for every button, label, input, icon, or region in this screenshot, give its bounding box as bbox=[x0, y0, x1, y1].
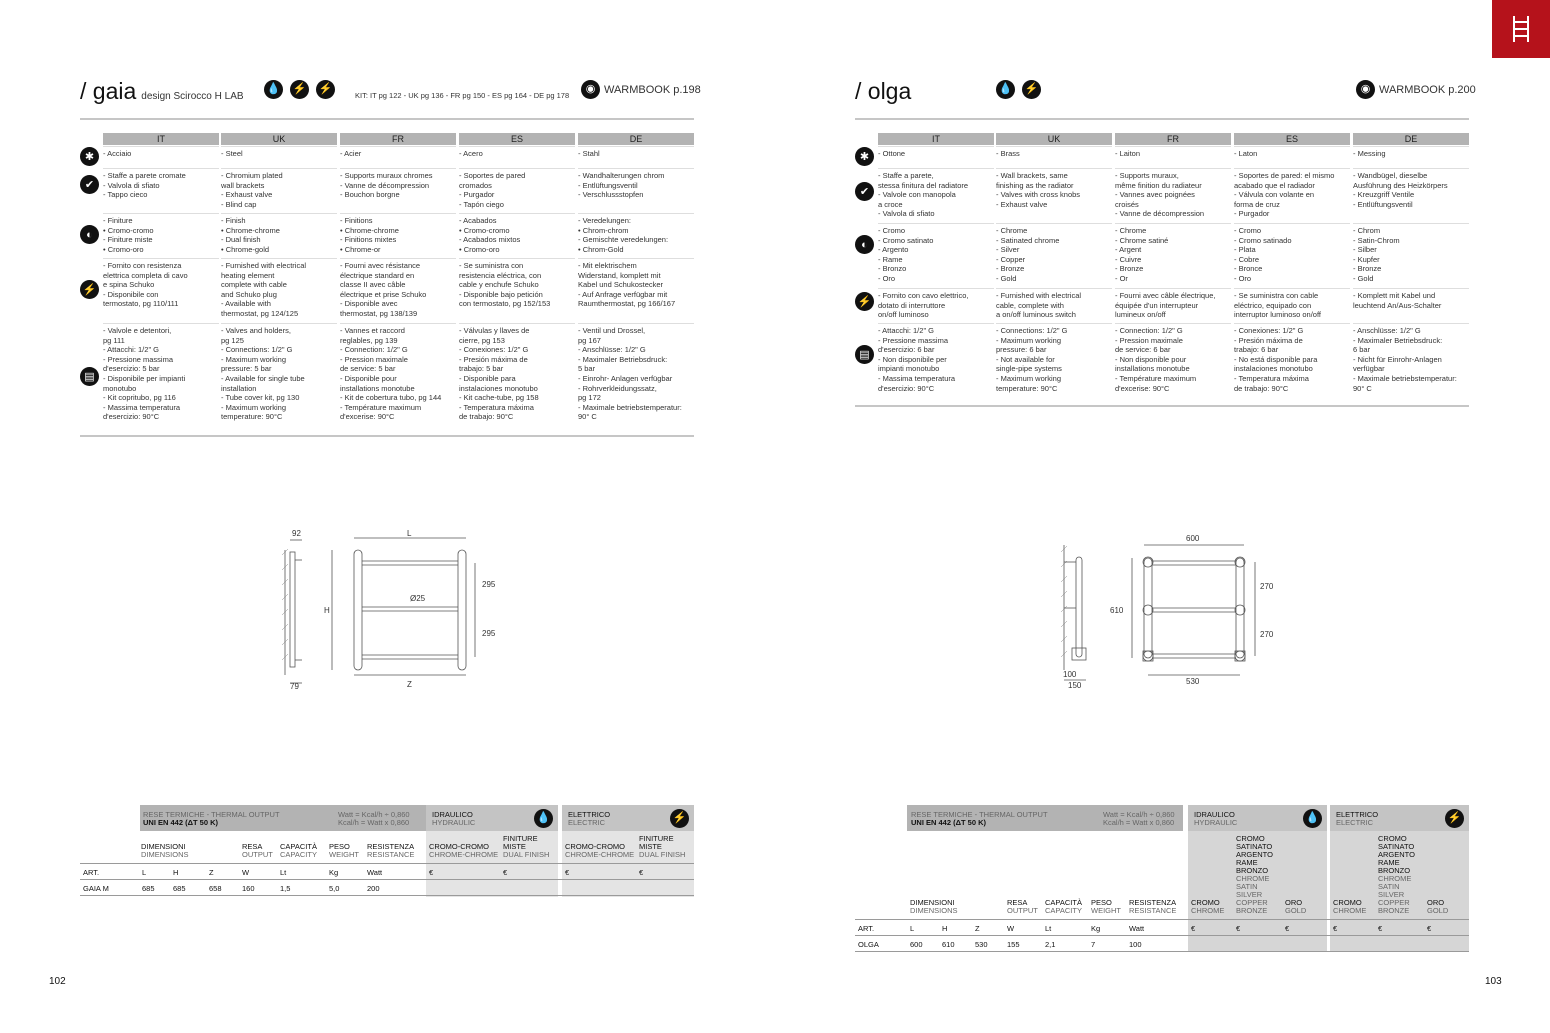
spec-cell: - Komplett mit Kabel und leuchtend An/Aus-Schalter bbox=[1353, 288, 1469, 310]
warmbook-link[interactable] bbox=[1356, 80, 1476, 99]
spec-cell: - Ottone bbox=[878, 146, 994, 159]
euro-label: € bbox=[1333, 924, 1338, 933]
unit-label: H bbox=[173, 868, 179, 877]
thermal-output-table bbox=[80, 805, 694, 900]
col-fm: FINITURE MISTE bbox=[503, 834, 538, 851]
spec-cell: - Fornito con cavo elettrico, dotato di interruttore on/off luminoso bbox=[878, 288, 994, 320]
spec-cell: - Veredelungen: • Chrom-chrom - Gemischte veredelungen: • Chrom-Gold bbox=[578, 213, 694, 254]
spec-cell: - Stahl bbox=[578, 146, 694, 159]
dim-spacing-1: 295 bbox=[482, 580, 496, 589]
title-text: / gaia bbox=[80, 78, 137, 104]
table-cell: 200 bbox=[367, 884, 380, 893]
water-drop-icon: 💧 bbox=[534, 809, 553, 828]
dim-width-top: 600 bbox=[1186, 534, 1200, 543]
unit-label: Lt bbox=[1045, 924, 1052, 933]
dim-depth-2: 150 bbox=[1068, 681, 1082, 690]
electric-plug-icon: ⚡ bbox=[1445, 809, 1464, 828]
olga-technical-drawing bbox=[1050, 530, 1290, 690]
table-cell: 160 bbox=[242, 884, 255, 893]
spec-cell: - Ventil und Drossel, pg 167 - Anschlüsse: 1/2" G - Maximaler Betriebsdruck: 5 bar - Einrohr- Anlagen verfügbar - Rohrverkleidungssatz, pg 172 - Maximale betriebstemperatur: 90° C bbox=[578, 323, 694, 422]
spec-cell: - Valvole e detentori, pg 111 - Attacchi: 1/2" G - Pressione massima d'esercizio: 5 bar - Disponibile per impianti monotubo - Kit copritubo, pg 116 - Massima temperatura d'esercizio: 90°C bbox=[103, 323, 219, 422]
spec-cell: - Chromium plated wall brackets - Exhaust valve - Blind cap bbox=[221, 168, 337, 209]
lang-header: DE bbox=[578, 133, 694, 145]
col-oro-el: ORO bbox=[1427, 898, 1445, 907]
feature-icons bbox=[996, 80, 1041, 99]
included-icon: ✔ bbox=[80, 175, 99, 194]
table-cell: 1,5 bbox=[280, 884, 291, 893]
col-resistenza: RESISTENZA bbox=[367, 842, 415, 851]
spec-cell: - Staffe a parete cromate - Valvola di sfiato - Tappo cieco bbox=[103, 168, 219, 200]
spec-cell: - Brass bbox=[996, 146, 1112, 159]
spec-cell: - Fourni avec câble électrique, équipée d'un interrupteur lumineux on/off bbox=[1115, 288, 1231, 320]
spec-cell: - Acciaio bbox=[103, 146, 219, 159]
col-peso: PESO bbox=[329, 842, 350, 851]
unit-label: L bbox=[910, 924, 915, 933]
col-cc-el: CROMO-CROMO bbox=[565, 842, 625, 851]
electric-label-en: ELECTRIC bbox=[1336, 818, 1374, 827]
dim-length: L bbox=[407, 529, 412, 538]
col-cc-en: CHROME-CHROME bbox=[429, 850, 499, 859]
warmbook-label: WARMBOOK p.200 bbox=[1379, 83, 1476, 96]
col-resistance: RESISTANCE bbox=[367, 850, 415, 859]
spec-cell: - Conexiones: 1/2" G - Presión máxima de trabajo: 6 bar - No está disponible para instalaciones monotubo - Temperatura máxima de trabajo: 90°C bbox=[1234, 323, 1350, 393]
electric-plug-icon: ⚡ bbox=[290, 80, 309, 99]
col-weight: WEIGHT bbox=[1091, 906, 1121, 915]
col-peso: PESO bbox=[1091, 898, 1112, 907]
spec-cell: - Cromo - Cromo satinado - Plata - Cobre - Bronce - Oro bbox=[1234, 223, 1350, 284]
col-dimensioni: DIMENSIONI bbox=[141, 842, 186, 851]
euro-label: € bbox=[503, 868, 508, 877]
spec-cell: - Válvulas y llaves de cierre, pg 153 - Conexiones: 1/2" G - Presión máxima de trabajo: 5 bar - Disponible para instalaciones monotubo - Kit cache-tube, pg 158 - Temperatura máxima de trabajo: 90°C bbox=[459, 323, 575, 422]
col-fm-en-el: DUAL FINISH bbox=[639, 850, 686, 859]
col-dimensions: DIMENSIONS bbox=[141, 850, 189, 859]
euro-label: € bbox=[639, 868, 644, 877]
unit-label: Watt bbox=[367, 868, 383, 877]
spec-table bbox=[80, 133, 694, 433]
table-cell: 7 bbox=[1091, 940, 1096, 949]
spec-cell: - Mit elektrischem Widerstand, komplett mit Kabel und Schukostecker - Auf Anfrage verfügbar mit Raumthermostat, pg 166/167 bbox=[578, 258, 694, 309]
dim-spacing-1: 270 bbox=[1260, 582, 1274, 591]
table-cell: OLGA bbox=[858, 940, 879, 949]
table-standard: UNI EN 442 (ΔT 50 K) bbox=[143, 818, 218, 827]
euro-label: € bbox=[1378, 924, 1383, 933]
camera-icon: ◉ bbox=[1356, 80, 1375, 99]
spec-cell: - Soportes de pared cromados - Purgador - Tapón ciego bbox=[459, 168, 575, 209]
col-dimensions: DIMENSIONS bbox=[910, 906, 958, 915]
col-cromo: CROMO bbox=[1191, 898, 1220, 907]
spec-cell: - Cromo - Cromo satinato - Argento - Rame - Bronzo - Oro bbox=[878, 223, 994, 284]
electric-plug-icon: ⚡ bbox=[670, 809, 689, 828]
lang-header: ES bbox=[1234, 133, 1350, 145]
dim-depth-bottom: 79 bbox=[290, 682, 299, 691]
electric-label-en: ELECTRIC bbox=[568, 818, 606, 827]
spec-cell: - Finitions • Chrome-chrome - Finitions mixtes • Chrome-or bbox=[340, 213, 456, 254]
col-capacity: CAPACITY bbox=[280, 850, 317, 859]
product-title bbox=[80, 78, 244, 105]
dim-spacing-2: 295 bbox=[482, 629, 496, 638]
spec-cell: - Finiture • Cromo-cromo - Finiture miste • Cromo-oro bbox=[103, 213, 219, 254]
spec-cell: - Se suministra con cable eléctrico, equipado con interruptor luminoso on/off bbox=[1234, 288, 1350, 320]
spec-cell: - Fornito con resistenza elettrica completa di cavo e spina Schuko - Disponibile con termostato, pg 110/111 bbox=[103, 258, 219, 309]
table-cell: 5,0 bbox=[329, 884, 340, 893]
spec-cell: - Furnished with electrical heating element complete with cable and Schuko plug - Available with thermostat, pg 124/125 bbox=[221, 258, 337, 319]
spec-cell: - Finish • Chrome-chrome - Dual finish • Chrome-gold bbox=[221, 213, 337, 254]
spec-cell: - Supports muraux, même finition du radiateur - Vannes avec poignées croisés - Vanne de décompression bbox=[1115, 168, 1231, 219]
col-capacita: CAPACITÀ bbox=[280, 842, 317, 851]
electric-label: ELETTRICO bbox=[568, 810, 611, 819]
col-multi-it-el: CROMO SATINATO ARGENTO RAME BRONZO bbox=[1378, 834, 1415, 875]
table-title: RESE TERMICHE - THERMAL OUTPUT bbox=[911, 810, 1048, 819]
mixed-plug-icon: ⚡ bbox=[316, 80, 335, 99]
col-dimensioni: DIMENSIONI bbox=[910, 898, 955, 907]
unit-label: L bbox=[142, 868, 147, 877]
spec-cell: - Anschlüsse: 1/2" G - Maximaler Betriebsdruck: 6 bar - Nicht für Einrohr-Anlagen verfügbar - Maximale betriebstemperatur: 90° C bbox=[1353, 323, 1469, 393]
spec-cell: - Valves and holders, pg 125 - Connections: 1/2" G - Maximum working pressure: 5 bar - Available for single tube installation - Tube cover kit, pg 130 - Maximum working temperature: 90°C bbox=[221, 323, 337, 422]
spec-cell: - Steel bbox=[221, 146, 337, 159]
spec-cell: - Vannes et raccord reglables, pg 139 - Connection: 1/2" G - Pression maximale de service: 5 bar - Disponible pour installations monotube - Kit de cobertura tubo, pg 144 - Température maximum d'excerise: 90°C bbox=[340, 323, 456, 422]
hydraulic-label-en: HYDRAULIC bbox=[432, 818, 476, 827]
kit-reference: KIT: IT pg 122 - UK pg 136 - FR pg 150 - ES pg 164 - DE pg 178 bbox=[355, 91, 570, 100]
spec-cell: - Connections: 1/2" G - Maximum working pressure: 6 bar - Not available for single-pipe systems - Maximum working temperature: 90°C bbox=[996, 323, 1112, 393]
euro-label: € bbox=[565, 868, 570, 877]
spec-cell: - Chrome - Chrome satiné - Argent - Cuivre - Bronze - Or bbox=[1115, 223, 1231, 284]
dim-height: 610 bbox=[1110, 606, 1124, 615]
unit-label: ART. bbox=[83, 868, 100, 877]
gaia-technical-drawing bbox=[270, 525, 510, 695]
col-resa: RESA bbox=[1007, 898, 1028, 907]
table-cell: 600 bbox=[910, 940, 923, 949]
col-cc: CROMO-CROMO bbox=[429, 842, 489, 851]
euro-label: € bbox=[1285, 924, 1290, 933]
conversion-1: Watt = Kcal/h ÷ 0,860 bbox=[1103, 810, 1175, 819]
unit-label: Kg bbox=[329, 868, 339, 877]
col-resistance: RESISTANCE bbox=[1129, 906, 1177, 915]
dim-width-bottom: 530 bbox=[1186, 677, 1200, 686]
dim-diameter: Ø25 bbox=[410, 594, 426, 603]
spec-cell: - Attacchi: 1/2" G - Pressione massima d'esercizio: 6 bar - Non disponibile per impianti monotubo - Massima temperatura d'esercizio: 90°C bbox=[878, 323, 994, 393]
col-cc-en-el: CHROME-CHROME bbox=[565, 850, 635, 859]
col-resistenza: RESISTENZA bbox=[1129, 898, 1177, 907]
spec-cell: - Chrome - Satinated chrome - Silver - Copper - Bronze - Gold bbox=[996, 223, 1112, 284]
unit-label: Z bbox=[975, 924, 980, 933]
divider bbox=[855, 118, 1469, 120]
title-text: / olga bbox=[855, 78, 912, 104]
spec-cell: - Soportes de pared: el mismo acabado que el radiador - Válvula con volante en forma de cruz - Purgador bbox=[1234, 168, 1350, 219]
unit-label: ART. bbox=[858, 924, 875, 933]
unit-label: W bbox=[242, 868, 250, 877]
table-cell: 685 bbox=[173, 884, 186, 893]
col-gold: GOLD bbox=[1285, 906, 1307, 915]
spec-cell: - Furnished with electrical cable, complete with a on/off luminous switch bbox=[996, 288, 1112, 320]
spec-cell: - Laton bbox=[1234, 146, 1350, 159]
table-cell: 2,1 bbox=[1045, 940, 1056, 949]
dim-width: Z bbox=[407, 680, 412, 689]
finish-icon: ◐ bbox=[855, 235, 874, 254]
unit-label: Watt bbox=[1129, 924, 1145, 933]
col-multi-it: CROMO SATINATO ARGENTO RAME BRONZO bbox=[1236, 834, 1273, 875]
table-standard: UNI EN 442 (ΔT 50 K) bbox=[911, 818, 986, 827]
unit-label: Lt bbox=[280, 868, 287, 877]
spec-table bbox=[855, 133, 1469, 403]
lang-header: IT bbox=[103, 133, 219, 145]
dim-height: H bbox=[324, 606, 330, 615]
unit-label: H bbox=[942, 924, 948, 933]
lang-header: DE bbox=[1353, 133, 1469, 145]
water-drop-icon: 💧 bbox=[1303, 809, 1322, 828]
table-title: RESE TERMICHE - THERMAL OUTPUT bbox=[143, 810, 280, 819]
col-output: OUTPUT bbox=[1007, 906, 1038, 915]
unit-label: Z bbox=[209, 868, 214, 877]
lang-header: FR bbox=[340, 133, 456, 145]
euro-label: € bbox=[1427, 924, 1432, 933]
lang-header: UK bbox=[996, 133, 1112, 145]
col-chrome-el: CHROME bbox=[1333, 906, 1367, 915]
table-cell: 530 bbox=[975, 940, 988, 949]
spec-cell: - Connection: 1/2" G - Pression maximale de service: 6 bar - Non disponible pour installations monotube - Température maximum d'excerise: 90°C bbox=[1115, 323, 1231, 393]
col-weight: WEIGHT bbox=[329, 850, 359, 859]
spec-cell: - Messing bbox=[1353, 146, 1469, 159]
lang-header: IT bbox=[878, 133, 994, 145]
euro-label: € bbox=[429, 868, 434, 877]
spec-cell: - Fourni avec résistance électrique standard en classe II avec câble électrique et prise Schuko - Disponible avec thermostat, pg 138/139 bbox=[340, 258, 456, 319]
thermal-output-table bbox=[855, 805, 1469, 955]
unit-label: W bbox=[1007, 924, 1015, 933]
divider bbox=[80, 435, 694, 437]
col-oro: ORO bbox=[1285, 898, 1303, 907]
col-resa: RESA bbox=[242, 842, 263, 851]
electric-plug-icon: ⚡ bbox=[1022, 80, 1041, 99]
spec-cell: - Acabados • Cromo-cromo - Acabados mixtos • Cromo-oro bbox=[459, 213, 575, 254]
dim-depth-top: 92 bbox=[292, 529, 301, 538]
spec-cell: - Acier bbox=[340, 146, 456, 159]
spec-cell: - Laiton bbox=[1115, 146, 1231, 159]
designer-text: design Scirocco H LAB bbox=[141, 91, 244, 102]
table-cell: 685 bbox=[142, 884, 155, 893]
warmbook-link[interactable] bbox=[581, 80, 701, 99]
lang-header: FR bbox=[1115, 133, 1231, 145]
finish-icon: ◐ bbox=[80, 225, 99, 244]
col-capacita: CAPACITÀ bbox=[1045, 898, 1082, 907]
lang-header: UK bbox=[221, 133, 337, 145]
towel-radiator-icon bbox=[1492, 0, 1550, 58]
notes-icon: ▤ bbox=[855, 345, 874, 364]
hydraulic-label: IDRAULICO bbox=[1194, 810, 1235, 819]
spec-cell: - Wandhalterungen chrom - Entlüftungsventil - Verschlussstopfen bbox=[578, 168, 694, 200]
col-output: OUTPUT bbox=[242, 850, 273, 859]
col-multi-en: CHROME SATIN SILVER COPPER BRONZE bbox=[1236, 874, 1270, 915]
spec-cell: - Wall brackets, same finishing as the radiator - Valves with cross knobs - Exhaust valve bbox=[996, 168, 1112, 209]
electric-icon: ⚡ bbox=[855, 292, 874, 311]
product-title bbox=[855, 78, 911, 105]
euro-label: € bbox=[1236, 924, 1241, 933]
spec-cell: - Se suministra con resistencia eléctrica, con cable y enchufe Schuko - Disponible bajo petición con termostato, pg 152/153 bbox=[459, 258, 575, 309]
electric-label: ELETTRICO bbox=[1336, 810, 1379, 819]
spec-cell: - Wandbügel, dieselbe Ausführung des Heizkörpers - Kreuzgriff Ventile - Entlüftungsventil bbox=[1353, 168, 1469, 209]
material-icon: ✱ bbox=[80, 147, 99, 166]
spec-cell: - Staffe a parete, stessa finitura del radiatore - Valvole con manopola a croce - Valvola di sfiato bbox=[878, 168, 994, 219]
water-drop-icon: 💧 bbox=[264, 80, 283, 99]
table-cell: 100 bbox=[1129, 940, 1142, 949]
col-gold-el: GOLD bbox=[1427, 906, 1449, 915]
table-cell: 658 bbox=[209, 884, 222, 893]
hydraulic-label-en: HYDRAULIC bbox=[1194, 818, 1238, 827]
electric-icon: ⚡ bbox=[80, 280, 99, 299]
feature-icons bbox=[264, 80, 335, 99]
spec-cell: - Supports muraux chromes - Vanne de décompression - Bouchon borgne bbox=[340, 168, 456, 200]
spec-cell: - Chrom - Satin-Chrom - Silber - Kupfer - Bronze - Gold bbox=[1353, 223, 1469, 284]
table-cell: GAIA M bbox=[83, 884, 109, 893]
euro-label: € bbox=[1191, 924, 1196, 933]
col-multi-en-el: CHROME SATIN SILVER COPPER BRONZE bbox=[1378, 874, 1412, 915]
water-drop-icon: 💧 bbox=[996, 80, 1015, 99]
warmbook-label: WARMBOOK p.198 bbox=[604, 83, 701, 96]
section-tab[interactable] bbox=[1492, 0, 1550, 58]
table-cell: 610 bbox=[942, 940, 955, 949]
spec-cell: - Acero bbox=[459, 146, 575, 159]
divider bbox=[80, 118, 694, 120]
page-number-left: 102 bbox=[49, 976, 66, 987]
material-icon: ✱ bbox=[855, 147, 874, 166]
unit-label: Kg bbox=[1091, 924, 1101, 933]
notes-icon: ▤ bbox=[80, 367, 99, 386]
included-icon: ✔ bbox=[855, 182, 874, 201]
col-fm-el: FINITURE MISTE bbox=[639, 834, 674, 851]
lang-header: ES bbox=[459, 133, 575, 145]
conversion-2: Kcal/h = Watt x 0,860 bbox=[338, 818, 410, 827]
conversion-2: Kcal/h = Watt x 0,860 bbox=[1103, 818, 1175, 827]
table-cell: 155 bbox=[1007, 940, 1020, 949]
dim-spacing-2: 270 bbox=[1260, 630, 1274, 639]
col-fm-en: DUAL FINISH bbox=[503, 850, 550, 859]
conversion-1: Watt = Kcal/h ÷ 0,860 bbox=[338, 810, 410, 819]
page-number-right: 103 bbox=[1485, 976, 1502, 987]
divider bbox=[855, 405, 1469, 407]
col-cromo-el: CROMO bbox=[1333, 898, 1362, 907]
camera-icon: ◉ bbox=[581, 80, 600, 99]
col-capacity: CAPACITY bbox=[1045, 906, 1082, 915]
hydraulic-label: IDRAULICO bbox=[432, 810, 473, 819]
dim-depth-1: 100 bbox=[1063, 670, 1077, 679]
col-chrome: CHROME bbox=[1191, 906, 1225, 915]
